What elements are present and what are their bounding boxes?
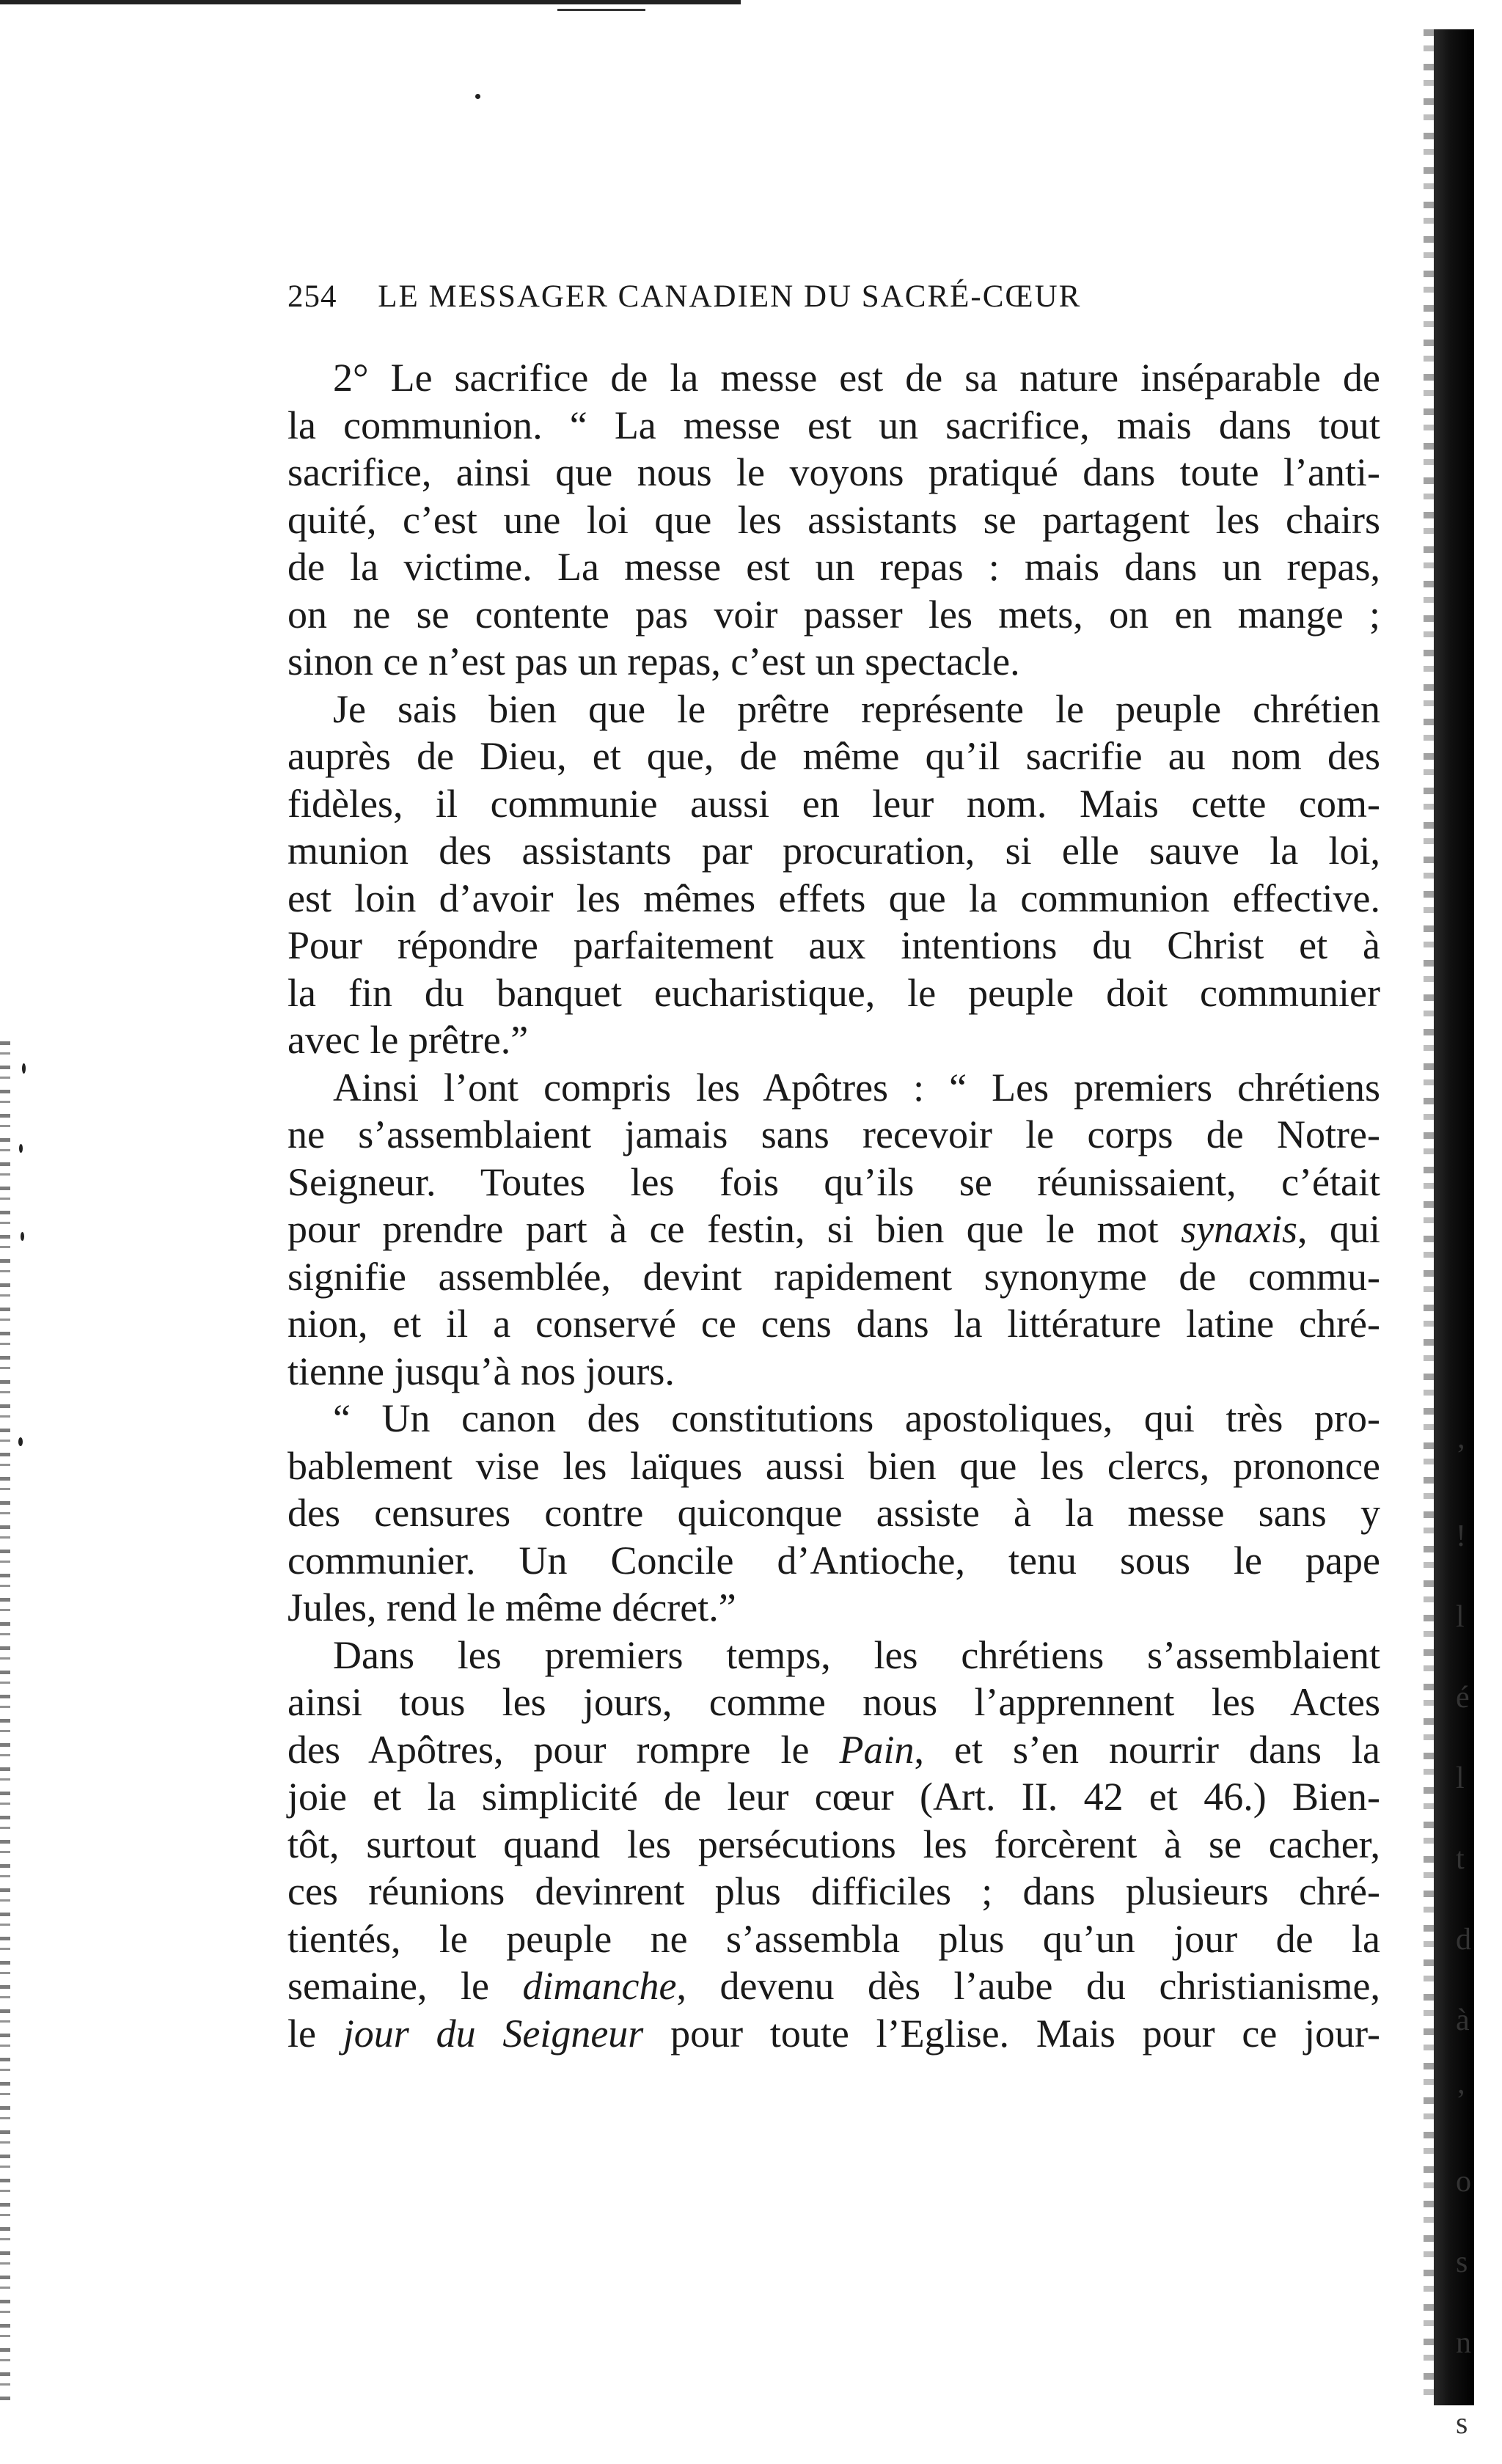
text-line-content: semaine, le dimanche, devenu dès l’aube du christianisme, — [287, 1964, 1380, 2008]
text-line-content: Dans les premiers temps, les chrétiens s’assemblaient — [333, 1632, 1380, 1677]
running-header — [287, 279, 1388, 315]
margin-fragment: ’ — [1456, 1439, 1466, 1473]
margin-fragment: l — [1456, 1761, 1465, 1795]
text-line — [287, 449, 1380, 496]
text-line-content: “ Un canon des constitutions apostoliques, qui très pro- — [333, 1396, 1380, 1440]
text-line — [287, 2010, 1380, 2058]
margin-fragment: o — [1456, 2165, 1471, 2199]
text-line — [287, 1962, 1380, 2010]
text-line — [287, 1300, 1380, 1348]
text-line-content: des censures contre quiconque assiste à la messe sans y — [287, 1491, 1380, 1535]
text-line — [287, 1584, 1380, 1632]
text-line-content: bablement vise les laïques aussi bien que les clercs, prononce — [287, 1443, 1380, 1488]
text-line — [287, 496, 1380, 544]
top-rule — [0, 0, 741, 4]
text-line-content: ainsi tous les jours, comme nous l’apprennent les Actes — [287, 1680, 1380, 1724]
scan-speck — [21, 1232, 24, 1241]
margin-fragment: s — [1456, 2407, 1468, 2441]
text-line-content: 2° Le sacrifice de la messe est de sa nature inséparable de — [333, 356, 1380, 400]
text-line-content: tienne jusqu’à nos jours. — [287, 1349, 675, 1393]
margin-fragment: l — [1456, 1600, 1465, 1634]
text-line — [287, 827, 1380, 875]
margin-fragment: s — [1456, 2245, 1468, 2279]
text-line — [287, 1111, 1380, 1159]
text-line — [287, 402, 1380, 450]
text-line — [287, 1159, 1380, 1206]
text-line — [287, 1773, 1380, 1821]
scan-speck — [19, 1144, 23, 1153]
margin-fragment: n — [1456, 2326, 1471, 2360]
text-line — [287, 1679, 1380, 1726]
margin-fragment: é — [1456, 1681, 1470, 1715]
text-line-content: des Apôtres, pour rompre le Pain, et s’en nourrir dans la — [287, 1727, 1381, 1772]
text-line — [287, 969, 1380, 1017]
margin-fragments — [1456, 1415, 1478, 2464]
text-line-content: sinon ce n’est pas un repas, c’est un spectacle. — [287, 639, 1020, 683]
text-line-content: Je sais bien que le prêtre représente le peuple chrétien — [333, 686, 1380, 731]
text-line — [287, 1489, 1380, 1537]
top-rule-tail — [557, 9, 645, 11]
text-line — [287, 1348, 1380, 1396]
text-line — [287, 1064, 1380, 1112]
text-line — [287, 1632, 1380, 1679]
text-line — [287, 733, 1380, 780]
text-line-content: le jour du Seigneur pour toute l’Eglise. Mais pour ce jour- — [287, 2011, 1380, 2056]
text-line-content: communier. Un Concile d’Antioche, tenu sous le pape — [287, 1538, 1380, 1583]
text-line-content: Jules, rend le même décret.” — [287, 1585, 736, 1629]
text-line — [287, 1726, 1380, 1774]
text-line — [287, 1016, 1380, 1064]
text-line — [287, 543, 1380, 591]
text-line-content: ces réunions devinrent plus difficiles ; dans plusieurs chré- — [287, 1869, 1380, 1913]
margin-fragment: d — [1456, 1923, 1471, 1957]
text-line-content: quité, c’est une loi que les assistants se partagent les chairs — [287, 497, 1380, 542]
text-line-content: tôt, surtout quand les persécutions les forcèrent à se cacher, — [287, 1822, 1380, 1866]
scan-speck — [475, 94, 480, 99]
text-line-content: de la victime. La messe est un repas : mais dans un repas, — [287, 545, 1380, 589]
text-line-content: est loin d’avoir les mêmes effets que la communion effective. — [287, 876, 1380, 920]
margin-fragment: à — [1456, 2003, 1470, 2037]
text-line — [287, 1915, 1380, 1963]
text-line-content: tientés, le peuple ne s’assembla plus qu’un jour de la — [287, 1916, 1380, 1961]
scan-left-edge — [0, 1041, 10, 2405]
text-line-content: fidèles, il communie aussi en leur nom. Mais cette com- — [287, 781, 1380, 826]
body-text — [287, 354, 1380, 2057]
text-line — [287, 354, 1380, 402]
text-line-content: nion, et il a conservé ce cens dans la littérature latine chré- — [287, 1302, 1380, 1346]
text-line-content: joie et la simplicité de leur cœur (Art. II. 42 et 46.) Bien- — [287, 1775, 1380, 1819]
running-title: LE MESSAGER CANADIEN DU SACRÉ-CŒUR — [378, 279, 1082, 314]
text-line — [287, 1206, 1380, 1253]
margin-fragment: t — [1456, 1842, 1465, 1876]
text-line-content: munion des assistants par procuration, si elle sauve la loi, — [287, 829, 1380, 873]
text-line-content: Seigneur. Toutes les fois qu’ils se réunissaient, c’était — [287, 1159, 1380, 1204]
text-line-content: la fin du banquet eucharistique, le peuple doit communier — [287, 970, 1380, 1015]
text-line-content: avec le prêtre.” — [287, 1018, 529, 1062]
text-line — [287, 1253, 1380, 1301]
text-line-content: ne s’assemblaient jamais sans recevoir le corps de Notre- — [287, 1112, 1380, 1156]
text-line — [287, 780, 1380, 828]
text-line — [287, 1537, 1380, 1585]
text-line — [287, 922, 1380, 969]
text-line-content: auprès de Dieu, et que, de même qu’il sacrifie au nom des — [287, 734, 1380, 778]
text-line-content: on ne se contente pas voir passer les mets, on en mange ; — [287, 592, 1380, 637]
page-number: 254 — [287, 279, 337, 314]
scan-speck — [18, 1437, 23, 1446]
margin-fragment: ! — [1456, 1519, 1466, 1553]
text-line-content: Ainsi l’ont compris les Apôtres : “ Les premiers chrétiens — [333, 1065, 1380, 1110]
text-line — [287, 1868, 1380, 1915]
text-line — [287, 591, 1380, 639]
text-line-content: pour prendre part à ce festin, si bien que le mot synaxis, qui — [287, 1207, 1380, 1251]
text-line — [287, 1442, 1380, 1490]
scan-speck — [22, 1063, 26, 1074]
text-line — [287, 686, 1380, 733]
text-line — [287, 638, 1380, 686]
text-line-content: sacrifice, ainsi que nous le voyons pratiqué dans toute l’anti- — [287, 450, 1380, 494]
margin-fragment: ’ — [1456, 2084, 1466, 2118]
text-line-content: signifie assemblée, devint rapidement synonyme de commu- — [287, 1254, 1380, 1299]
text-line-content: Pour répondre parfaitement aux intentions du Christ et à — [287, 923, 1380, 967]
text-line-content: la communion. “ La messe est un sacrifice, mais dans tout — [287, 403, 1380, 447]
text-line — [287, 1395, 1380, 1442]
text-line — [287, 875, 1380, 923]
text-line — [287, 1821, 1380, 1869]
